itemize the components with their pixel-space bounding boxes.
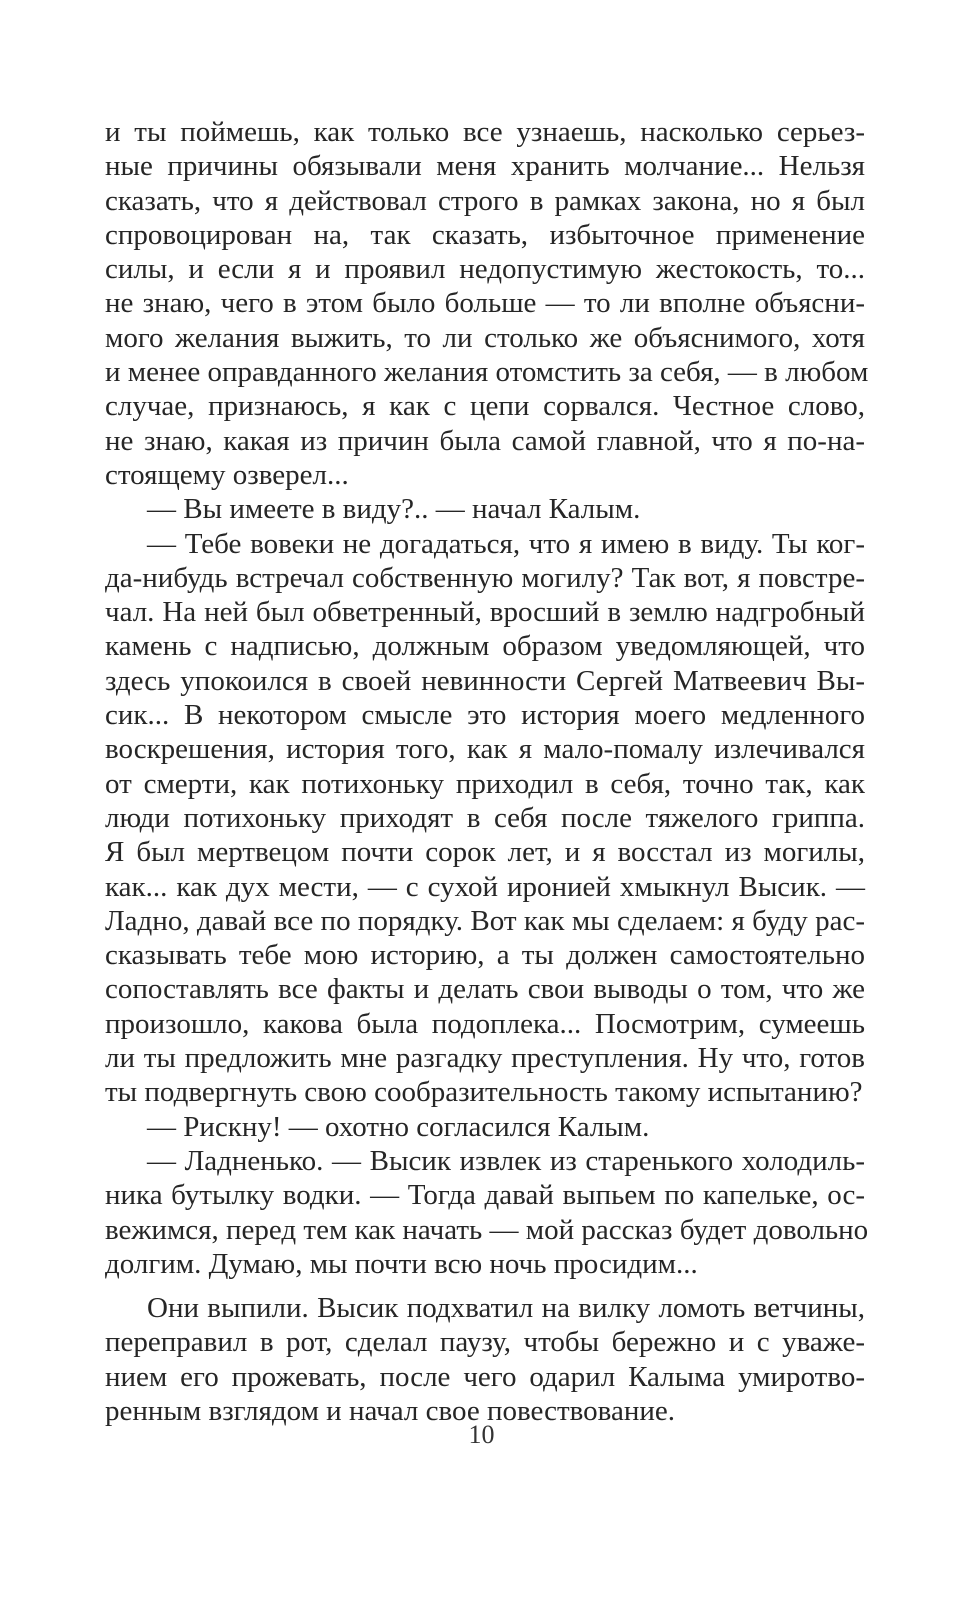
paragraph [105, 492, 865, 526]
text-line: камень с надписью, должным образом уведомляющей, что [105, 630, 865, 663]
text-line: ренным взглядом и начал свое повествование. [105, 1394, 675, 1427]
text-line: — Вы имеете в виду?.. — начал Калым. [147, 493, 641, 526]
text-line: силы, и если я и проявил недопустимую жестокость, то... [105, 253, 865, 286]
text-line: сик... В некотором смысле это история моего медленного [105, 699, 865, 732]
text-line: люди потихоньку приходят в себя после тяжелого гриппа. [105, 801, 865, 834]
text-line: от смерти, как потихоньку приходил в себя, точно так, как [105, 767, 865, 800]
text-line: ты подвергнуть свою сообразительность такому испытанию? [105, 1076, 863, 1109]
text-line: Они выпили. Высик подхватил на вилку ломоть ветчины, [147, 1292, 865, 1325]
text-line: здесь упокоился в своей невинности Сергей Матвеевич Вы- [105, 664, 865, 697]
text-line: — Ладненько. — Высик извлек из старенького холодиль- [147, 1144, 865, 1177]
text-line: не знаю, чего в этом было больше — то ли вполне объясни- [105, 287, 865, 320]
text-line: сопоставлять все факты и делать свои выводы о том, что же [105, 973, 865, 1006]
text-line: и менее оправданного желания отомстить за себя, — в любом [105, 356, 869, 389]
text-line: вежимся, перед тем как начать — мой рассказ будет довольно [105, 1213, 869, 1246]
text-line: чал. На ней был обветренный, вросший в землю надгробный [105, 596, 865, 629]
paragraph [105, 1110, 865, 1144]
paragraph-spacer [105, 1281, 865, 1291]
text-line: нием его прожевать, после чего одарил Калыма умиротво- [105, 1360, 865, 1393]
text-line: ника бутылку водки. — Тогда давай выпьем по капельке, ос- [105, 1179, 865, 1212]
text-line: стоящему озверел... [105, 458, 349, 491]
text-line: сказать, что я действовал строго в рамках закона, но я был [105, 184, 865, 217]
paragraph [105, 1291, 865, 1428]
text-line: как... как дух мести, — с сухой иронией хмыкнул Высик. — [105, 870, 865, 903]
text-line: долгим. Думаю, мы почти всю ночь просидим... [105, 1247, 698, 1280]
paragraph [105, 527, 865, 1110]
paragraph [105, 115, 869, 492]
text-line: случае, признаюсь, я как с цепи сорвался. Честное слово, [105, 390, 865, 423]
body-text [105, 115, 869, 1428]
text-line: да-нибудь встречал собственную могилу? Так вот, я повстре- [105, 561, 865, 594]
text-line: ли ты предложить мне разгадку преступления. Ну что, готов [105, 1042, 865, 1075]
text-line: воскрешения, история того, как я мало-помалу излечивался [105, 733, 865, 766]
text-line: спровоцирован на, так сказать, избыточное применение [105, 218, 865, 251]
paragraph [105, 1144, 869, 1281]
text-line: Я был мертвецом почти сорок лет, и я восстал из могилы, [105, 836, 865, 869]
text-line: — Рискну! — охотно согласился Калым. [147, 1110, 650, 1143]
text-line: ные причины обязывали меня хранить молчание... Нельзя [105, 150, 865, 183]
text-line: не знаю, какая из причин была самой главной, что я по-на- [105, 424, 865, 457]
text-line: — Тебе вовеки не догадаться, что я имею в виду. Ты ког- [147, 527, 865, 560]
text-line: произошло, какова была подоплека... Посмотрим, сумеешь [105, 1007, 865, 1040]
text-line: Ладно, давай все по порядку. Вот как мы сделаем: я буду рас- [105, 904, 865, 937]
page-number: 10 [468, 1420, 495, 1449]
text-line: и ты поймешь, как только все узнаешь, насколько серьез- [105, 116, 865, 148]
text-line: сказывать тебе мою историю, а ты должен самостоятельно [105, 939, 865, 972]
text-line: переправил в рот, сделал паузу, чтобы бережно и с уваже- [105, 1326, 865, 1359]
text-line: мого желания выжить, то ли столько же объяснимого, хотя [105, 321, 865, 354]
